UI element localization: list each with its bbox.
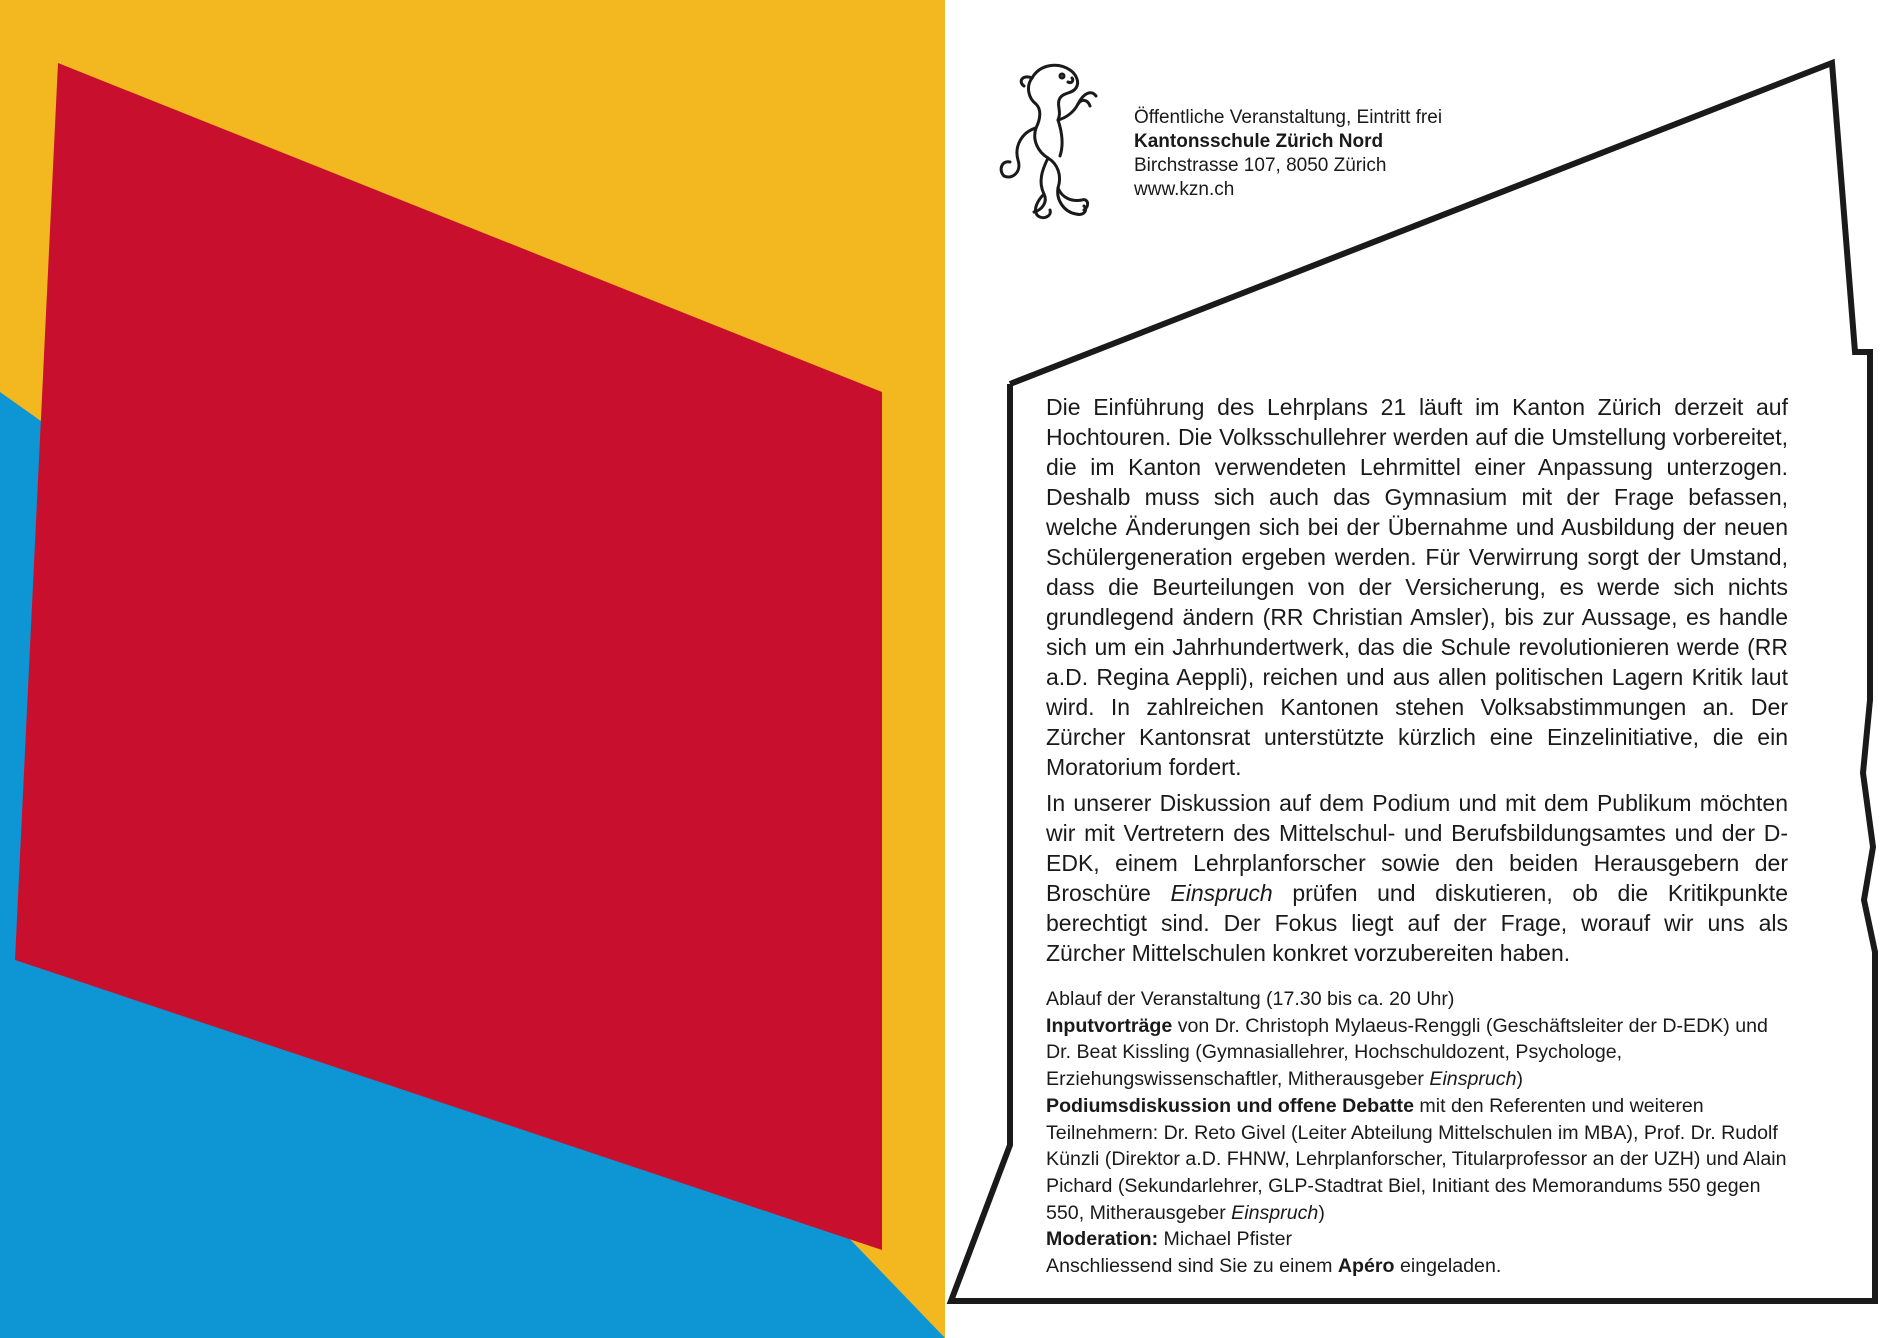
input-end: ) [1516, 1068, 1524, 1091]
zurich-lion-icon [992, 60, 1102, 222]
program-moderation [1046, 1226, 1788, 1253]
podium-text: mit den Referenten und weiteren Teilnehmern: Dr. Reto Givel (Leiter Abteilung Mittelschulen im MBA), Prof. Dr. Rudolf Künzli (Direktor a.D. FHNW, Lehrplanforscher, Titularprofessor an der UZH) und Alain Pichard (Sekundarlehrer, GLP-Stadtrat Biel, Initiant des Memorandums 550 gegen 550, Mitherausgeber [1046, 1094, 1787, 1224]
podium-label: Podiumsdiskussion und offene Debatte [1046, 1094, 1414, 1117]
closing-text: Anschliessend sind Sie zu einem [1046, 1255, 1338, 1278]
school-name: Kantonsschule Zürich Nord [1134, 131, 1384, 152]
input-text: von Dr. Christoph Mylaeus-Renggli (Geschäftsleiter der D-EDK) und Dr. Beat Kissling (Gymnasiallehrer, Hochschuldozent, Psychologe, Erziehungswissenschaftler, Mitherausgeber [1046, 1014, 1768, 1091]
brochure-title: Einspruch [1170, 880, 1273, 906]
intro-text [1046, 392, 1788, 974]
intro-p2-end: prüfen und diskutieren, ob die Kritikpunkte berechtigt sind. Der Fokus liegt auf der Frage, worauf wir uns als Zürcher Mittelschulen konkret vorzubereiten haben. [1046, 880, 1788, 966]
program-schedule [1046, 986, 1788, 1280]
admission-note: Öffentliche Veranstaltung, Eintritt frei [1134, 107, 1443, 128]
input-italic: Einspruch [1429, 1068, 1517, 1091]
program-input-talks [1046, 1013, 1788, 1093]
program-heading: Ablauf der Veranstaltung (17.30 bis ca. 20 Uhr) [1046, 988, 1455, 1010]
moderation-label: Moderation: [1046, 1228, 1159, 1251]
school-address: Birchstrasse 107, 8050 Zürich [1134, 155, 1387, 176]
intro-paragraph-2 [1046, 788, 1788, 968]
school-website[interactable]: www.kzn.ch [1134, 179, 1235, 200]
intro-p2-text: In unserer Diskussion auf dem Podium und mit dem Publikum möchten wir mit Vertretern des Mittelschul- und Berufsbildungsamtes und der D-EDK, einem Lehrplanforscher sowie den beiden Herausgebern der Broschüre [1046, 790, 1788, 906]
apero-label: Apéro [1337, 1255, 1395, 1278]
program-podium [1046, 1093, 1788, 1227]
moderation-text: Michael Pfister [1158, 1228, 1293, 1251]
podium-italic: Einspruch [1231, 1201, 1319, 1224]
input-label: Inputvorträge [1046, 1014, 1173, 1037]
program-closing [1046, 1253, 1788, 1280]
closing-end: eingeladen. [1394, 1255, 1502, 1278]
intro-paragraph-1: Die Einführung des Lehrplans 21 läuft im Kanton Zürich derzeit auf Hochtouren. Die Volksschullehrer werden auf die Umstellung vorbereitet, die im Kanton verwendeten Lehrmittel einer Anpassung unterzogen. Deshalb muss sich auch das Gymnasium mit der Frage befassen, welche Änderungen sich bei der Übernahme und Ausbildung der neuen Schülergeneration ergeben werden. Für Verwirrung sorgt der Umstand, dass die Beurteilungen von der Versicherung, es werde sich nichts grundlegend ändern (RR Christian Amsler), bis zur Aussage, es handle sich um ein Jahrhundertwerk, das die Schule revolutionieren werde (RR a.D. Regina Aeppli), reichen und aus allen politischen Lagern Kritik laut wird. In zahlreichen Kantonen stehen Volksabstimmungen an. Der Zürcher Kantonsrat unterstützte kürzlich eine Einzelinitiative, die ein Moratorium fordert. [1046, 394, 1788, 780]
podium-end: ) [1318, 1201, 1325, 1224]
organizer-info [1134, 106, 1442, 202]
